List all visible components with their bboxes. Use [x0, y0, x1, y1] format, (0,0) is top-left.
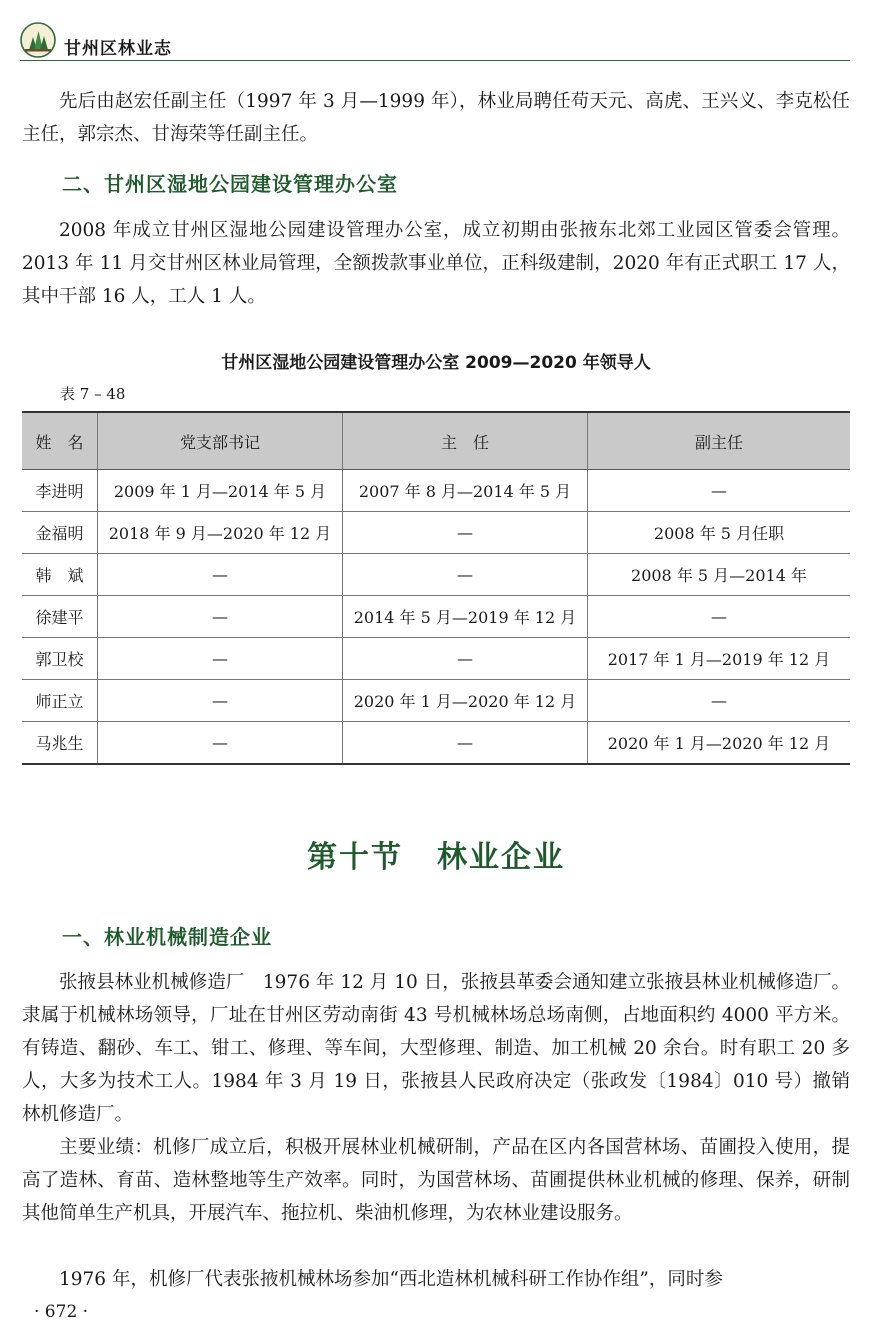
page-number: · 672 · [34, 1302, 89, 1322]
cell-name: 徐建平 [22, 596, 98, 638]
table-row [22, 554, 850, 596]
table-row [22, 596, 850, 638]
table-row [22, 638, 850, 680]
cell-director: — [343, 554, 588, 596]
cell-director: 2014 年 5 月—2019 年 12 月 [343, 596, 588, 638]
book-title: 甘州区林业志 [64, 39, 172, 59]
paragraph-1976: 1976 年，机修厂代表张掖机械林场参加“西北造林机械科研工作协作组”，同时参 [59, 1269, 723, 1290]
table-row [22, 512, 850, 554]
table-row [22, 470, 850, 512]
cell-deputy-director: 2020 年 1 月—2020 年 12 月 [588, 722, 851, 765]
cell-party-secretary: — [98, 554, 343, 596]
cell-deputy-director: — [588, 680, 851, 722]
heading-wetland-office: 二、甘州区湿地公园建设管理办公室 [62, 172, 398, 196]
cell-name: 韩 斌 [22, 554, 98, 596]
cell-party-secretary: — [98, 722, 343, 765]
column-header-party-secretary: 党支部书记 [98, 412, 343, 470]
cell-name: 马兆生 [22, 722, 98, 765]
cell-name: 金福明 [22, 512, 98, 554]
cell-director: 2007 年 8 月—2014 年 5 月 [343, 470, 588, 512]
cell-party-secretary: 2009 年 1 月—2014 年 5 月 [98, 470, 343, 512]
cell-deputy-director: 2008 年 5 月—2014 年 [588, 554, 851, 596]
cell-name: 郭卫校 [22, 638, 98, 680]
forest-logo-icon [20, 22, 56, 58]
leaders-table [22, 411, 850, 765]
table-header-row [22, 412, 850, 470]
table-number: 表 7 – 48 [60, 385, 126, 403]
section-title-name: 林业企业 [437, 840, 565, 875]
cell-deputy-director: 2008 年 5 月任职 [588, 512, 851, 554]
paragraph-wetland-office: 2008 年成立甘州区湿地公园建设管理办公室，成立初期由张掖东北郊工业园区管委会管理。2013 年 11 月交甘州区林业局管理，全额拨款事业单位，正科级建制，2020 年有正式职工 17 人，其中干部 16 人，工人 1 人。 [22, 220, 850, 307]
page-header [20, 22, 850, 62]
cell-director: — [343, 512, 588, 554]
cell-name: 师正立 [22, 680, 98, 722]
heading-machinery-enterprise: 一、林业机械制造企业 [62, 925, 272, 949]
section-title [22, 832, 850, 876]
cell-party-secretary: — [98, 680, 343, 722]
cell-deputy-director: — [588, 596, 851, 638]
cell-deputy-director: 2017 年 1 月—2019 年 12 月 [588, 638, 851, 680]
cell-party-secretary: — [98, 638, 343, 680]
cell-name: 李进明 [22, 470, 98, 512]
column-header-name: 姓 名 [22, 412, 98, 470]
header-divider [20, 60, 850, 61]
cell-director: — [343, 722, 588, 765]
paragraph-intro: 先后由赵宏任副主任（1997 年 3 月—1999 年），林业局聘任苟天元、高虎、王兴义、李克松任主任，郭宗杰、甘海荣等任副主任。 [22, 91, 850, 145]
section-title-number: 第十节 [307, 840, 403, 875]
paragraph-achievements: 主要业绩：机修厂成立后，积极开展林业机械研制，产品在区内各国营林场、苗圃投入使用，提高了造林、育苗、造林整地等生产效率。同时，为国营林场、苗圃提供林业机械的修理、保养，研制其他简单生产机具，开展汽车、拖拉机、柴油机修理，为农林业建设服务。 [22, 1137, 850, 1224]
cell-party-secretary: 2018 年 9 月—2020 年 12 月 [98, 512, 343, 554]
cell-party-secretary: — [98, 596, 343, 638]
cell-deputy-director: — [588, 470, 851, 512]
cell-director: 2020 年 1 月—2020 年 12 月 [343, 680, 588, 722]
cell-director: — [343, 638, 588, 680]
table-caption: 甘州区湿地公园建设管理办公室 2009—2020 年领导人 [221, 353, 651, 373]
column-header-deputy-director: 副主任 [588, 412, 851, 470]
table-row [22, 722, 850, 765]
column-header-director: 主 任 [343, 412, 588, 470]
table-row [22, 680, 850, 722]
paragraph-factory: 张掖县林业机械修造厂 1976 年 12 月 10 日，张掖县革委会通知建立张掖县林业机械修造厂。隶属于机械林场领导，厂址在甘州区劳动南街 43 号机械林场总场南侧，占地面积约 4000 平方米。有铸造、翻砂、车工、钳工、修理、等车间，大型修理、制造、加工机械 20 余台。时有职工 20 多人，大多为技术工人。1984 年 3 月 19 日，张掖县人民政府决定（张政发〔1984〕010 号）撤销林机修造厂。 [22, 972, 850, 1125]
